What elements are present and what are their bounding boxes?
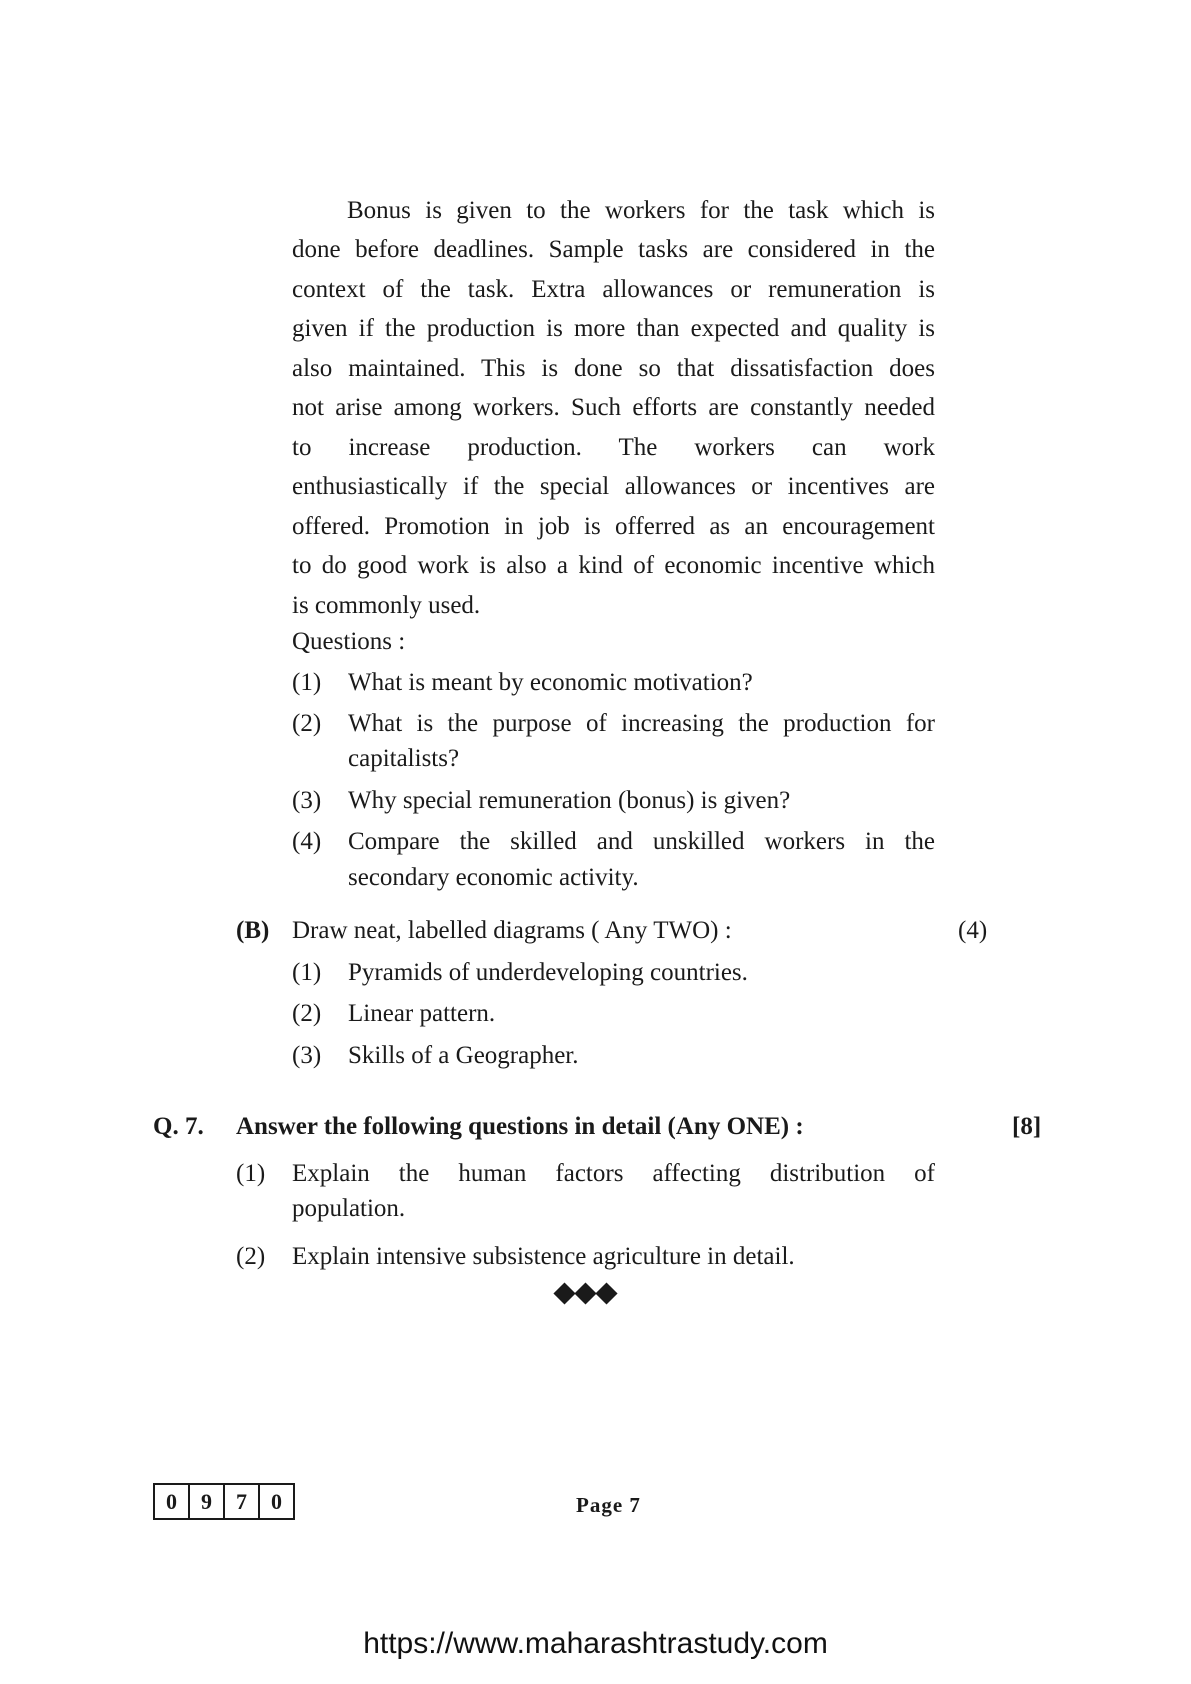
passage-line: context of the task. Extra allowances or remuneration is bbox=[292, 276, 935, 303]
passage-line: given if the production is more than expected and quality is bbox=[292, 315, 935, 342]
q7-label: Q. 7. bbox=[153, 1113, 204, 1140]
question-number: (3) bbox=[292, 787, 322, 814]
question-text: secondary economic activity. bbox=[348, 864, 639, 891]
item-number: (1) bbox=[292, 959, 322, 986]
item-number: (2) bbox=[292, 1000, 322, 1027]
question-number: (2) bbox=[292, 710, 322, 737]
diamond-icon bbox=[595, 1282, 617, 1304]
passage-line: to do good work is also a kind of economic incentive which bbox=[292, 552, 935, 579]
question-text: capitalists? bbox=[348, 745, 460, 772]
paper-code-box bbox=[153, 1483, 295, 1520]
question-text: What is the purpose of increasing the production for bbox=[348, 710, 935, 737]
q7-marks: [8] bbox=[1012, 1113, 1042, 1140]
question-text: Why special remuneration (bonus) is given? bbox=[348, 787, 791, 814]
paper-code-digit: 0 bbox=[271, 1489, 282, 1514]
paper-code-digit: 7 bbox=[225, 1485, 260, 1518]
passage-line: enthusiastically if the special allowances or incentives are bbox=[292, 473, 935, 500]
section-b-marks: (4) bbox=[958, 917, 988, 944]
item-text: population. bbox=[292, 1195, 406, 1222]
passage-line: also maintained. This is done so that dissatisfaction does bbox=[292, 355, 935, 382]
item-text: Linear pattern. bbox=[348, 1000, 496, 1027]
item-text: Pyramids of underdeveloping countries. bbox=[348, 959, 748, 986]
diamond-icon bbox=[574, 1282, 596, 1304]
question-text: What is meant by economic motivation? bbox=[348, 669, 753, 696]
passage-line: to increase production. The workers can work bbox=[292, 434, 935, 461]
item-text: Explain the human factors affecting distribution of bbox=[292, 1160, 935, 1187]
website-url[interactable]: https://www.maharashtrastudy.com bbox=[363, 1627, 828, 1660]
question-number: (1) bbox=[292, 669, 322, 696]
passage-line: done before deadlines. Sample tasks are considered in the bbox=[292, 236, 935, 263]
diamond-icon bbox=[553, 1282, 575, 1304]
passage-line: not arise among workers. Such efforts are constantly needed bbox=[292, 394, 935, 421]
passage-line: is commonly used. bbox=[292, 592, 481, 619]
passage-line: Bonus is given to the workers for the task which is bbox=[347, 197, 935, 224]
paper-code-digit: 9 bbox=[190, 1485, 225, 1518]
questions-label: Questions : bbox=[292, 628, 406, 655]
paper-code-digit: 0 bbox=[155, 1485, 190, 1518]
item-text: Skills of a Geographer. bbox=[348, 1042, 579, 1069]
section-b-label: (B) bbox=[236, 917, 270, 944]
passage-line: offered. Promotion in job is offerred as an encouragement bbox=[292, 513, 935, 540]
item-number: (2) bbox=[236, 1243, 266, 1270]
page-number: Page 7 bbox=[576, 1493, 641, 1517]
item-text: Explain intensive subsistence agriculture in detail. bbox=[292, 1243, 795, 1270]
item-number: (3) bbox=[292, 1042, 322, 1069]
section-b-heading: Draw neat, labelled diagrams ( Any TWO) : bbox=[292, 917, 732, 944]
q7-heading: Answer the following questions in detail (Any ONE) : bbox=[236, 1113, 804, 1140]
end-of-paper-marker bbox=[556, 1285, 615, 1302]
item-number: (1) bbox=[236, 1160, 266, 1187]
question-number: (4) bbox=[292, 828, 322, 855]
question-text: Compare the skilled and unskilled workers in the bbox=[348, 828, 935, 855]
